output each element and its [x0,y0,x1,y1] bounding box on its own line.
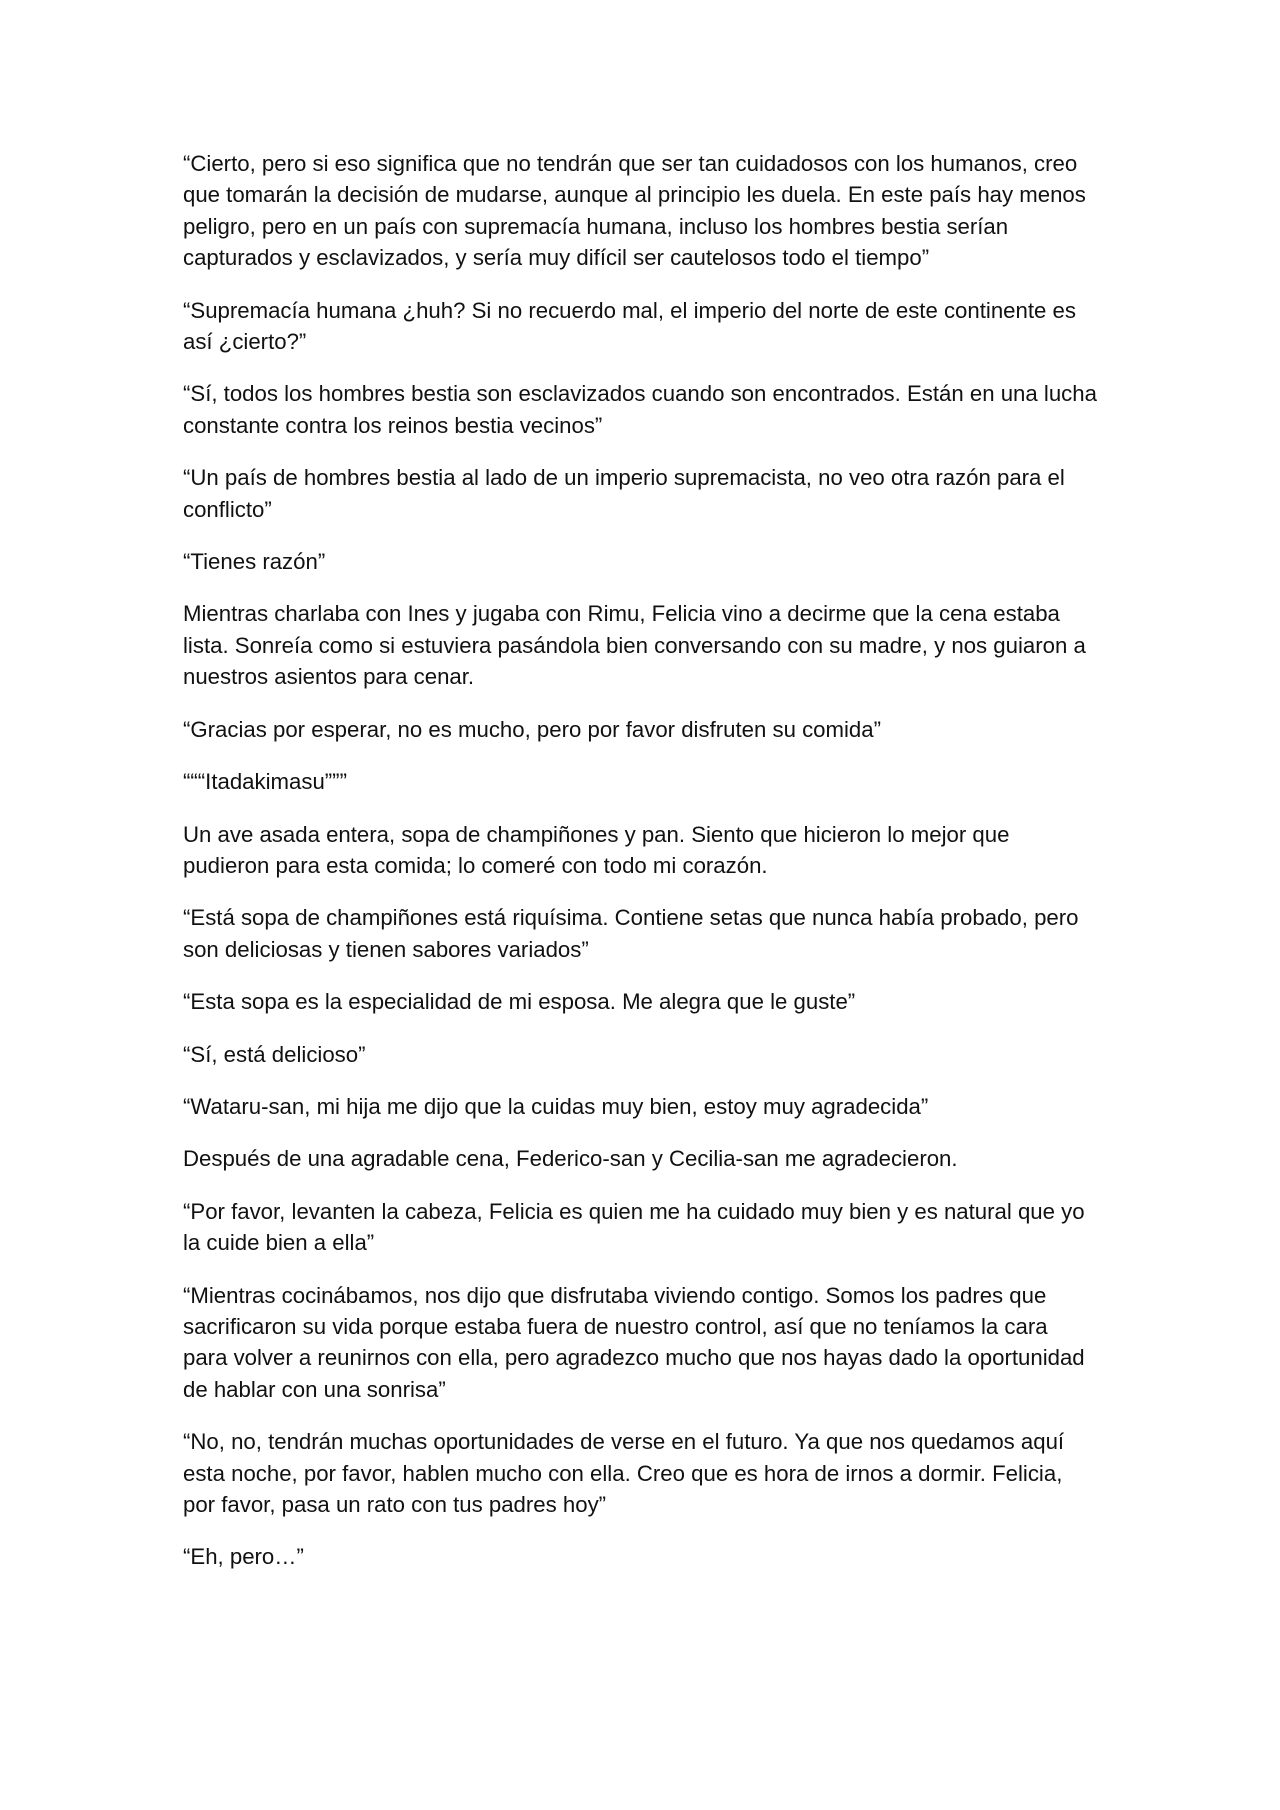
paragraph-4: “Un país de hombres bestia al lado de un imperio supremacista, no veo otra razón para el conflicto” [183,465,1065,522]
paragraph-15: “Por favor, levanten la cabeza, Felicia es quien me ha cuidado muy bien y es natural que yo la cuide bien a ella” [183,1198,1085,1256]
paragraph-8: “““Itadakimasu””” [183,769,347,795]
paragraph-5: “Tienes razón” [183,549,326,575]
paragraph-2: “Supremacía humana ¿huh? Si no recuerdo mal, el imperio del norte de este continente es así ¿cierto?” [183,297,1076,355]
paragraph-11: “Esta sopa es la especialidad de mi esposa. Me alegra que le guste” [183,989,856,1015]
paragraph-18: “Eh, pero…” [183,1544,304,1570]
paragraph-6: Mientras charlaba con Ines y jugaba con Rimu, Felicia vino a decirme que la cena estaba lista. Sonreía como si estuviera pasándola bien conversando con su madre, y nos guiaron a nuestros asientos para cenar. [183,601,1086,690]
paragraph-14: Después de una agradable cena, Federico-san y Cecilia-san me agradecieron. [183,1146,958,1172]
paragraph-16: “Mientras cocinábamos, nos dijo que disfrutaba viviendo contigo. Somos los padres que sacrificaron su vida porque estaba fuera de nuestro control, así que no teníamos la cara para volver a reunirnos con ella, pero agradezco mucho que nos hayas dado la oportunidad de hablar con una sonrisa” [183,1282,1085,1402]
paragraph-1: “Cierto, pero si eso significa que no tendrán que ser tan cuidadosos con los humanos, creo que tomarán la decisión de mudarse, aunque al principio les duela. En este país hay menos peligro, pero en un país con supremacía humana, incluso los hombres bestia serían capturados y esclavizados, y sería muy difícil ser cautelosos todo el tiempo” [183,151,1086,271]
paragraph-17: “No, no, tendrán muchas oportunidades de verse en el futuro. Ya que nos quedamos aquí esta noche, por favor, hablen mucho con ella. Creo que es hora de irnos a dormir. Felicia, por favor, pasa un rato con tus padres hoy” [183,1429,1065,1517]
paragraph-10: “Está sopa de champiñones está riquísima. Contiene setas que nunca había probado, pero son deliciosas y tienen sabores variados” [183,905,1079,962]
paragraph-9: Un ave asada entera, sopa de champiñones y pan. Siento que hicieron lo mejor que pudieron para esta comida; lo comeré con todo mi corazón. [183,821,1010,878]
paragraph-7: “Gracias por esperar, no es mucho, pero por favor disfruten su comida” [183,716,881,742]
paragraph-13: “Wataru-san, mi hija me dijo que la cuidas muy bien, estoy muy agradecida” [183,1093,929,1119]
paragraph-12: “Sí, está delicioso” [183,1041,366,1067]
paragraph-3: “Sí, todos los hombres bestia son esclavizados cuando son encontrados. Están en una lucha constante contra los reinos bestia vecinos” [183,381,1097,438]
body-text [183,148,1098,1594]
